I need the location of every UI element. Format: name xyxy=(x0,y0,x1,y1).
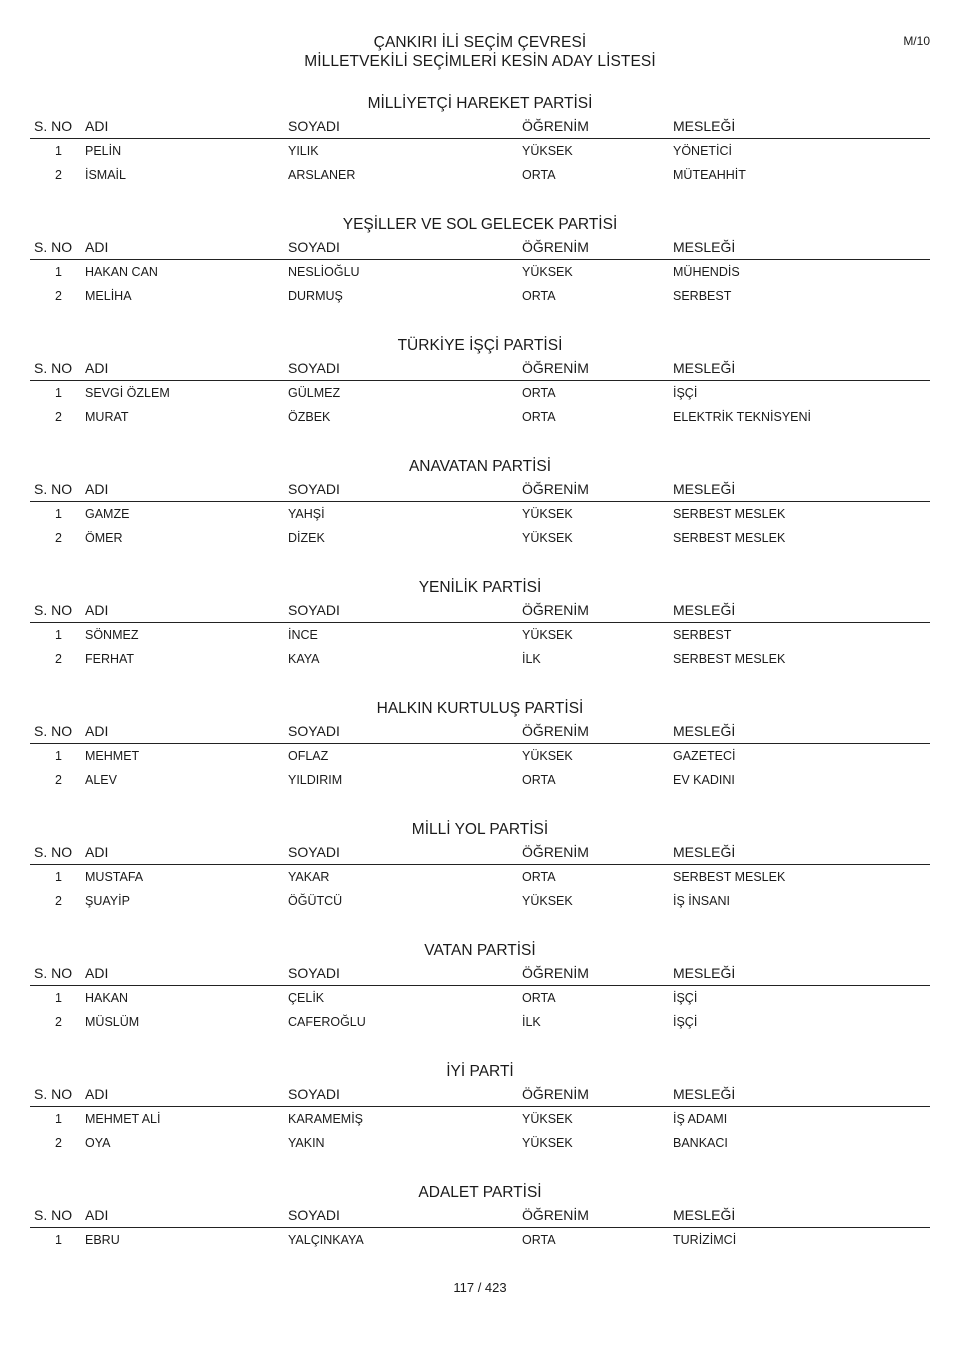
column-header-adi: ADI xyxy=(85,602,109,618)
title-line-1: ÇANKIRI İLİ SEÇİM ÇEVRESİ xyxy=(373,34,587,51)
table-row xyxy=(30,405,930,429)
party-name: ANAVATAN PARTİSİ xyxy=(408,458,552,475)
column-header-soyadi: SOYADI xyxy=(288,965,340,981)
cell-adi: PELİN xyxy=(85,144,122,158)
cell-soyadi: YAKAR xyxy=(288,870,330,884)
cell-soyadi: YILDIRIM xyxy=(288,773,343,787)
cell-ogrenim: İLK xyxy=(522,1015,541,1029)
table-row xyxy=(30,502,930,526)
column-header-meslegi: MESLEĞİ xyxy=(673,723,736,739)
table-header-row xyxy=(30,961,930,986)
cell-ogrenim: ORTA xyxy=(522,773,556,787)
cell-no: 1 xyxy=(55,749,62,763)
cell-ogrenim: ORTA xyxy=(522,870,556,884)
table-row xyxy=(30,647,930,671)
cell-no: 2 xyxy=(55,894,62,908)
column-header-ogrenim: ÖĞRENİM xyxy=(522,844,589,860)
cell-meslegi: GAZETECİ xyxy=(673,749,736,763)
table-row xyxy=(30,284,930,308)
cell-meslegi: SERBEST MESLEK xyxy=(673,870,786,884)
party-section xyxy=(30,335,930,456)
cell-no: 2 xyxy=(55,1015,62,1029)
party-section xyxy=(30,214,930,335)
cell-adi: ÖMER xyxy=(85,531,123,545)
column-header-meslegi: MESLEĞİ xyxy=(673,844,736,860)
column-header-meslegi: MESLEĞİ xyxy=(673,481,736,497)
column-header-adi: ADI xyxy=(85,118,109,134)
column-header-adi: ADI xyxy=(85,1086,109,1102)
cell-soyadi: ARSLANER xyxy=(288,168,356,182)
cell-meslegi: SERBEST xyxy=(673,289,732,303)
table-row xyxy=(30,526,930,550)
column-header-ogrenim: ÖĞRENİM xyxy=(522,239,589,255)
party-section xyxy=(30,456,930,577)
cell-soyadi: NESLİOĞLU xyxy=(288,265,360,279)
column-header-meslegi: MESLEĞİ xyxy=(673,239,736,255)
cell-meslegi: SERBEST MESLEK xyxy=(673,531,786,545)
cell-soyadi: ÖĞÜTCÜ xyxy=(288,894,343,908)
cell-meslegi: İŞÇİ xyxy=(673,386,698,400)
column-header-soyadi: SOYADI xyxy=(288,844,340,860)
cell-adi: ALEV xyxy=(85,773,117,787)
cell-adi: MUSTAFA xyxy=(85,870,144,884)
table-header-row xyxy=(30,114,930,139)
table-row xyxy=(30,744,930,768)
cell-meslegi: İŞÇİ xyxy=(673,1015,698,1029)
cell-soyadi: YALÇINKAYA xyxy=(288,1233,364,1247)
cell-ogrenim: İLK xyxy=(522,652,541,666)
column-header-ogrenim: ÖĞRENİM xyxy=(522,1207,589,1223)
column-header-adi: ADI xyxy=(85,1207,109,1223)
cell-ogrenim: ORTA xyxy=(522,289,556,303)
cell-no: 1 xyxy=(55,507,62,521)
column-header-soyadi: SOYADI xyxy=(288,118,340,134)
cell-no: 1 xyxy=(55,1112,62,1126)
cell-adi: GAMZE xyxy=(85,507,130,521)
party-section xyxy=(30,93,930,214)
column-header-soyadi: SOYADI xyxy=(288,1086,340,1102)
cell-ogrenim: YÜKSEK xyxy=(522,894,573,908)
cell-meslegi: MÜHENDİS xyxy=(673,265,740,279)
cell-no: 1 xyxy=(55,1233,62,1247)
cell-ogrenim: ORTA xyxy=(522,1233,556,1247)
column-header-ogrenim: ÖĞRENİM xyxy=(522,965,589,981)
column-header-meslegi: MESLEĞİ xyxy=(673,1086,736,1102)
table-row xyxy=(30,768,930,792)
cell-no: 1 xyxy=(55,991,62,1005)
cell-adi: ŞUAYİP xyxy=(85,894,130,908)
column-header-ogrenim: ÖĞRENİM xyxy=(522,723,589,739)
party-sections xyxy=(30,93,930,1303)
column-header-no: S. NO xyxy=(34,723,73,739)
table-row xyxy=(30,986,930,1010)
table-row xyxy=(30,865,930,889)
cell-ogrenim: YÜKSEK xyxy=(522,144,573,158)
cell-meslegi: TURİZİMCİ xyxy=(673,1233,737,1247)
party-section xyxy=(30,1061,930,1182)
party-name: MİLLİYETÇİ HAREKET PARTİSİ xyxy=(367,95,593,112)
cell-adi: MELİHA xyxy=(85,289,132,303)
cell-soyadi: KAYA xyxy=(288,652,320,666)
cell-no: 2 xyxy=(55,410,62,424)
column-header-adi: ADI xyxy=(85,965,109,981)
column-header-ogrenim: ÖĞRENİM xyxy=(522,360,589,376)
column-header-no: S. NO xyxy=(34,1086,73,1102)
party-name: VATAN PARTİSİ xyxy=(424,942,536,959)
cell-meslegi: İŞÇİ xyxy=(673,991,698,1005)
party-name: MİLLİ YOL PARTİSİ xyxy=(411,821,549,838)
column-header-soyadi: SOYADI xyxy=(288,1207,340,1223)
cell-meslegi: İŞ İNSANI xyxy=(673,894,730,908)
table-row xyxy=(30,381,930,405)
cell-adi: MEHMET ALİ xyxy=(85,1112,161,1126)
column-header-soyadi: SOYADI xyxy=(288,723,340,739)
column-header-soyadi: SOYADI xyxy=(288,602,340,618)
cell-ogrenim: ORTA xyxy=(522,168,556,182)
cell-adi: SÖNMEZ xyxy=(85,628,139,642)
column-header-no: S. NO xyxy=(34,602,73,618)
table-row xyxy=(30,1010,930,1034)
cell-adi: OYA xyxy=(85,1136,111,1150)
cell-soyadi: CAFEROĞLU xyxy=(288,1015,366,1029)
cell-adi: FERHAT xyxy=(85,652,135,666)
table-header-row xyxy=(30,719,930,744)
table-header-row xyxy=(30,598,930,623)
cell-soyadi: DİZEK xyxy=(288,531,325,545)
party-section xyxy=(30,698,930,819)
cell-ogrenim: YÜKSEK xyxy=(522,1136,573,1150)
cell-ogrenim: YÜKSEK xyxy=(522,265,573,279)
party-name: YENİLİK PARTİSİ xyxy=(418,579,542,596)
table-row xyxy=(30,623,930,647)
table-header-row xyxy=(30,1203,930,1228)
cell-ogrenim: ORTA xyxy=(522,991,556,1005)
party-section xyxy=(30,819,930,940)
cell-no: 1 xyxy=(55,628,62,642)
table-header-row xyxy=(30,477,930,502)
column-header-ogrenim: ÖĞRENİM xyxy=(522,118,589,134)
column-header-adi: ADI xyxy=(85,481,109,497)
cell-soyadi: İNCE xyxy=(288,628,318,642)
cell-no: 1 xyxy=(55,265,62,279)
cell-ogrenim: YÜKSEK xyxy=(522,531,573,545)
table-row xyxy=(30,260,930,284)
column-header-soyadi: SOYADI xyxy=(288,481,340,497)
page-number: 117 / 423 xyxy=(453,1280,507,1295)
cell-ogrenim: YÜKSEK xyxy=(522,628,573,642)
cell-meslegi: BANKACI xyxy=(673,1136,728,1150)
cell-no: 2 xyxy=(55,773,62,787)
title-line-2: MİLLETVEKİLİ SEÇİMLERİ KESİN ADAY LİSTESİ xyxy=(304,53,656,70)
cell-soyadi: GÜLMEZ xyxy=(288,386,341,400)
cell-adi: MEHMET xyxy=(85,749,140,763)
column-header-ogrenim: ÖĞRENİM xyxy=(522,481,589,497)
cell-meslegi: YÖNETİCİ xyxy=(673,144,733,158)
column-header-meslegi: MESLEĞİ xyxy=(673,602,736,618)
cell-soyadi: DURMUŞ xyxy=(288,289,343,303)
table-row xyxy=(30,1131,930,1155)
cell-no: 1 xyxy=(55,386,62,400)
column-header-meslegi: MESLEĞİ xyxy=(673,360,736,376)
cell-ogrenim: ORTA xyxy=(522,386,556,400)
cell-adi: EBRU xyxy=(85,1233,120,1247)
table-row xyxy=(30,1228,930,1252)
party-name: HALKIN KURTULUŞ PARTİSİ xyxy=(376,700,584,717)
cell-soyadi: KARAMEMİŞ xyxy=(288,1112,364,1126)
column-header-no: S. NO xyxy=(34,1207,73,1223)
party-name: YEŞİLLER VE SOL GELECEK PARTİSİ xyxy=(342,216,618,233)
table-row xyxy=(30,163,930,187)
column-header-adi: ADI xyxy=(85,723,109,739)
cell-no: 2 xyxy=(55,652,62,666)
cell-adi: MURAT xyxy=(85,410,129,424)
cell-adi: HAKAN xyxy=(85,991,129,1005)
party-name: İYİ PARTİ xyxy=(446,1063,514,1080)
cell-soyadi: ÖZBEK xyxy=(288,410,331,424)
column-header-soyadi: SOYADI xyxy=(288,239,340,255)
party-section xyxy=(30,940,930,1061)
cell-no: 1 xyxy=(55,144,62,158)
cell-no: 2 xyxy=(55,289,62,303)
table-row xyxy=(30,1107,930,1131)
cell-ogrenim: ORTA xyxy=(522,410,556,424)
cell-meslegi: SERBEST MESLEK xyxy=(673,507,786,521)
document-title xyxy=(0,33,960,71)
column-header-ogrenim: ÖĞRENİM xyxy=(522,1086,589,1102)
column-header-no: S. NO xyxy=(34,965,73,981)
cell-soyadi: YAKIN xyxy=(288,1136,325,1150)
column-header-no: S. NO xyxy=(34,239,73,255)
cell-meslegi: ELEKTRİK TEKNİSYENİ xyxy=(673,410,812,424)
cell-adi: SEVGİ ÖZLEM xyxy=(85,386,170,400)
table-row xyxy=(30,889,930,913)
cell-meslegi: SERBEST MESLEK xyxy=(673,652,786,666)
column-header-ogrenim: ÖĞRENİM xyxy=(522,602,589,618)
table-header-row xyxy=(30,356,930,381)
column-header-soyadi: SOYADI xyxy=(288,360,340,376)
cell-no: 1 xyxy=(55,870,62,884)
cell-no: 2 xyxy=(55,168,62,182)
cell-soyadi: ÇELİK xyxy=(288,991,325,1005)
party-name: ADALET PARTİSİ xyxy=(418,1184,542,1201)
cell-ogrenim: YÜKSEK xyxy=(522,1112,573,1126)
cell-no: 2 xyxy=(55,1136,62,1150)
column-header-no: S. NO xyxy=(34,118,73,134)
column-header-no: S. NO xyxy=(34,360,73,376)
cell-soyadi: YILIK xyxy=(288,144,319,158)
column-header-adi: ADI xyxy=(85,239,109,255)
table-header-row xyxy=(30,1082,930,1107)
column-header-adi: ADI xyxy=(85,360,109,376)
cell-meslegi: EV KADINI xyxy=(673,773,735,787)
table-header-row xyxy=(30,840,930,865)
page-code: M/10 xyxy=(903,34,930,48)
cell-ogrenim: YÜKSEK xyxy=(522,749,573,763)
column-header-no: S. NO xyxy=(34,481,73,497)
party-name: TÜRKİYE İŞÇİ PARTİSİ xyxy=(397,337,563,354)
column-header-meslegi: MESLEĞİ xyxy=(673,965,736,981)
table-header-row xyxy=(30,235,930,260)
cell-meslegi: MÜTEAHHİT xyxy=(673,168,746,182)
cell-ogrenim: YÜKSEK xyxy=(522,507,573,521)
table-row xyxy=(30,139,930,163)
cell-adi: İSMAİL xyxy=(85,168,126,182)
column-header-no: S. NO xyxy=(34,844,73,860)
party-section xyxy=(30,577,930,698)
column-header-meslegi: MESLEĞİ xyxy=(673,1207,736,1223)
column-header-meslegi: MESLEĞİ xyxy=(673,118,736,134)
column-header-adi: ADI xyxy=(85,844,109,860)
cell-meslegi: İŞ ADAMI xyxy=(673,1112,728,1126)
cell-meslegi: SERBEST xyxy=(673,628,732,642)
cell-soyadi: YAHŞİ xyxy=(288,507,325,521)
cell-adi: HAKAN CAN xyxy=(85,265,158,279)
cell-no: 2 xyxy=(55,531,62,545)
cell-soyadi: OFLAZ xyxy=(288,749,329,763)
cell-adi: MÜSLÜM xyxy=(85,1015,140,1029)
